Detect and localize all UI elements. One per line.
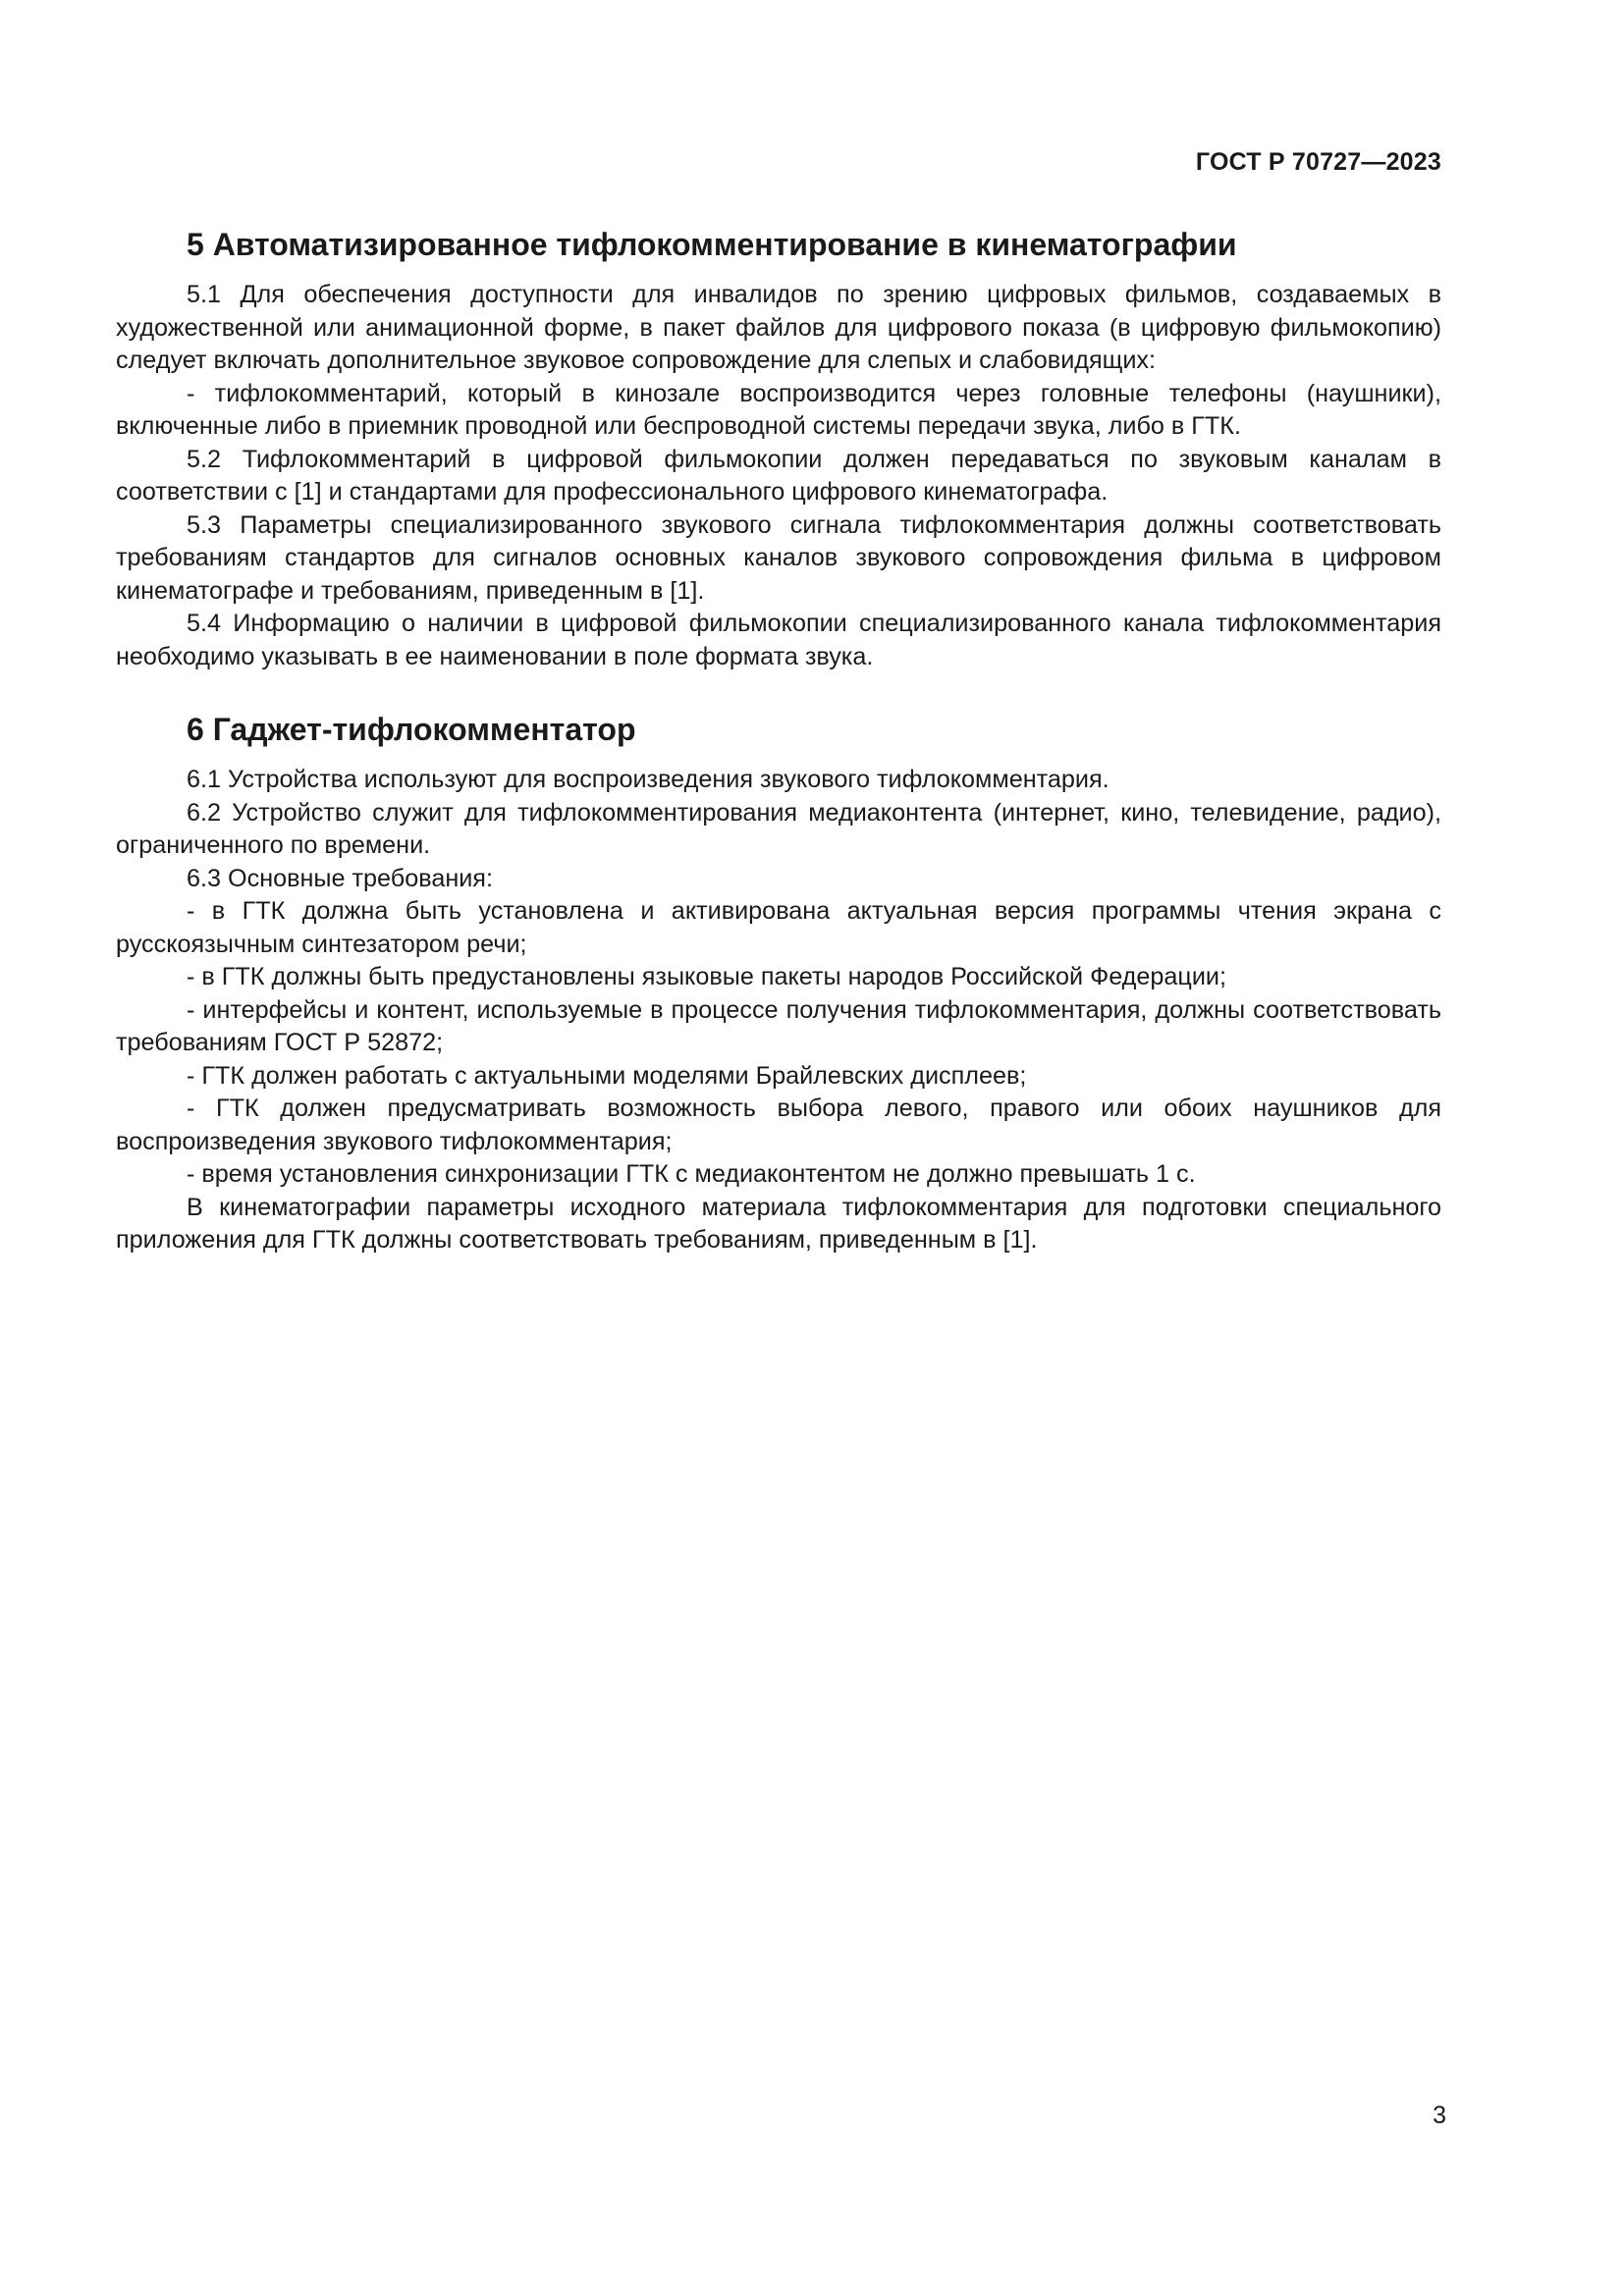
paragraph-5-3: 5.3 Параметры специализированного звукового сигнала тифлокомментария должны соответствовать требованиям стандартов для сигналов основных каналов звукового сопровождения фильма в цифровом кинематографе и требованиям, приведенным в [1].	[116, 510, 1441, 605]
document-code: ГОСТ Р 70727—2023	[1195, 148, 1441, 176]
page-number: 3	[1433, 2102, 1446, 2129]
paragraph-5-2: 5.2 Тифлокомментарий в цифровой фильмокопии должен передаваться по звуковым каналам в соответствии с [1] и стандартами для профессионального цифрового кинематографа.	[116, 445, 1441, 506]
list-item-6-3-2: - в ГТК должны быть предустановлены языковые пакеты народов Российской Федерации;	[187, 963, 1226, 990]
paragraph-6-1: 6.1 Устройства используют для воспроизведения звукового тифлокомментария.	[187, 766, 1110, 793]
section-6	[116, 709, 1441, 1257]
list-item-6-3-4: - ГТК должен работать с актуальными моделями Брайлевских дисплеев;	[187, 1061, 1027, 1090]
paragraph-5-1: 5.1 Для обеспечения доступности для инвалидов по зрению цифровых фильмов, создаваемых в художественной или анимационной форме, в пакет файлов для цифрового показа (в цифровую фильмокопию) следует включать дополнительное звуковое сопровождение для слепых и слабовидящих:	[116, 281, 1441, 374]
paragraph-5-4: 5.4 Информацию о наличии в цифровой фильмокопии специализированного канала тифлокомментария необходимо указывать в ее наименовании в поле формата звука.	[116, 610, 1441, 670]
paragraph-6-closing: В кинематографии параметры исходного материала тифлокомментария для подготовки специального приложения для ГТК должны соответствовать требованиям, приведенным в [1].	[116, 1193, 1441, 1254]
section-5-title: 5 Автоматизированное тифлокомментирование в кинематографии	[187, 227, 1237, 262]
list-item-6-3-3: - интерфейсы и контент, используемые в процессе получения тифлокомментария, должны соответствовать требованиям ГОСТ Р 52872;	[116, 995, 1441, 1056]
list-item-6-3-1: - в ГТК должна быть установлена и активирована актуальная версия программы чтения экрана с русскоязычным синтезатором речи;	[116, 897, 1441, 958]
document-body	[116, 224, 1441, 1257]
paragraph-6-2: 6.2 Устройство служит для тифлокомментирования медиаконтента (интернет, кино, телевидение, радио), ограниченного по времени.	[116, 798, 1441, 859]
paragraph-6-3: 6.3 Основные требования:	[187, 864, 493, 892]
list-item-6-3-5: - ГТК должен предусматривать возможность выбора левого, правого или обоих наушников для воспроизведения звукового тифлокомментария;	[116, 1095, 1441, 1155]
section-5	[116, 224, 1441, 673]
section-6-title: 6 Гаджет-тифлокомментатор	[187, 712, 636, 747]
list-item-6-3-6: - время установления синхронизации ГТК с медиаконтентом не должно превышать 1 с.	[187, 1160, 1196, 1188]
list-item-5-1: - тифлокомментарий, который в кинозале воспроизводится через головные телефоны (наушники), включенные либо в приемник проводной или беспроводной системы передачи звука, либо в ГТК.	[116, 379, 1441, 440]
